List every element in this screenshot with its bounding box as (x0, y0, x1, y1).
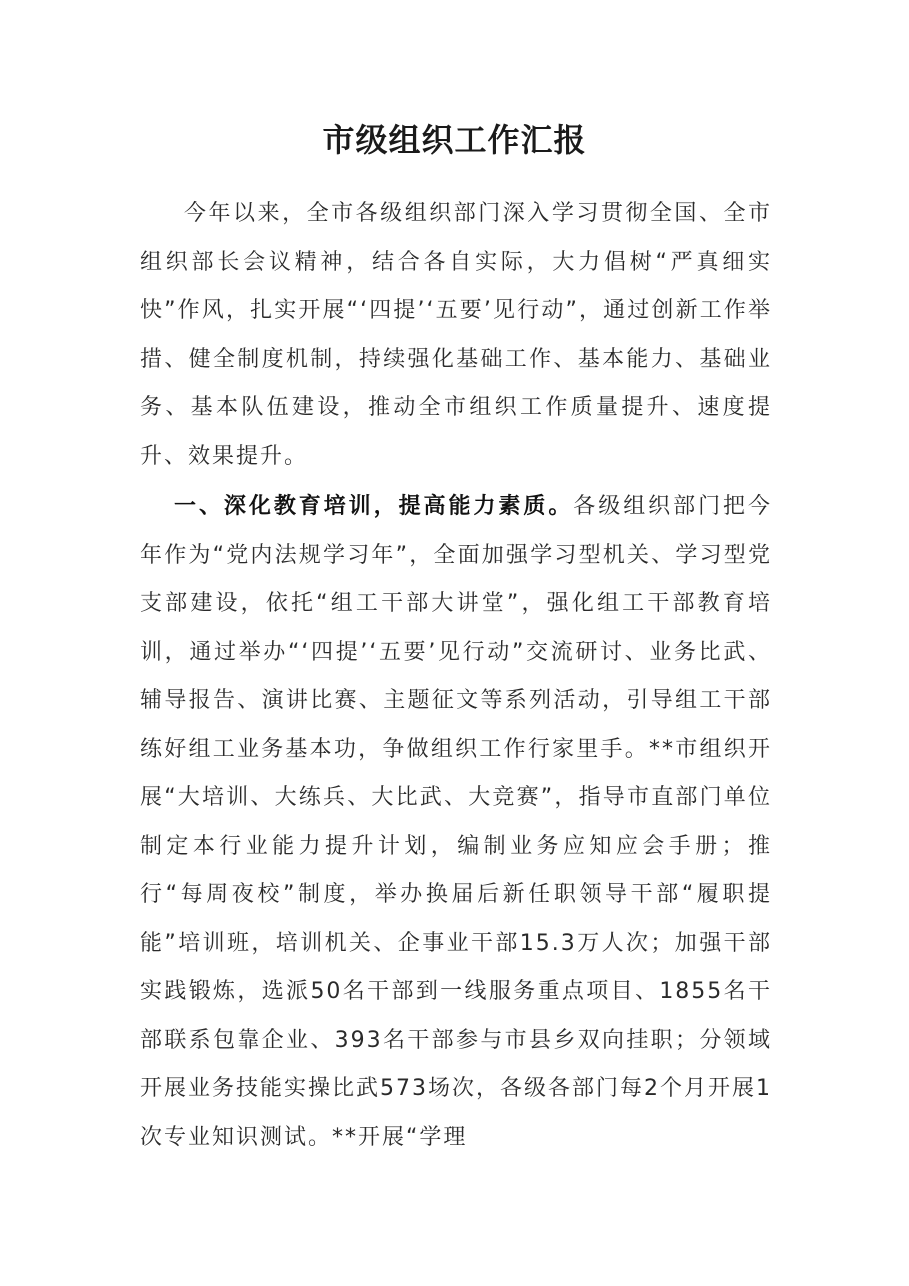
section-1-body: 各级组织部门把今年作为“党内法规学习年”，全面加强学习型机关、学习型党支部建设，依托“组工干部大讲堂”，强化组工干部教育培训，通过举办“‘四提’‘五要’见行动”交流研讨、业务比武、辅导报告、演讲比赛、主题征文等系列活动，引导组工干部练好组工业务基本功，争做组织工作行家里手。**市组织开展“大培训、大练兵、大比武、大竞赛”，指导市直部门单位制定本行业能力提升计划，编制业务应知应会手册；推行“每周夜校”制度，举办换届后新任职领导干部“履职提能”培训班，培训机关、企事业干部15.3万人次；加强干部实践锻炼，选派50名干部到一线服务重点项目、1855名干部联系包靠企业、393名干部参与市县乡双向挂职；分领域开展业务技能实操比武573场次，各级各部门每2个月开展1次专业知识测试。**开展“学理 (140, 494, 772, 1150)
intro-paragraph: 今年以来，全市各级组织部门深入学习贯彻全国、全市组织部长会议精神，结合各自实际，大力倡树“严真细实快”作风，扎实开展“‘四提’‘五要’见行动”，通过创新工作举措、健全制度机制，持续强化基础工作、基本能力、基础业务、基本队伍建设，推动全市组织工作质量提升、速度提升、效果提升。 (140, 201, 772, 469)
document-title: 市级组织工作汇报 (322, 121, 587, 159)
section-1-heading: 一、深化教育培训，提高能力素质。 (174, 494, 574, 519)
section-1-paragraph (140, 483, 772, 1162)
